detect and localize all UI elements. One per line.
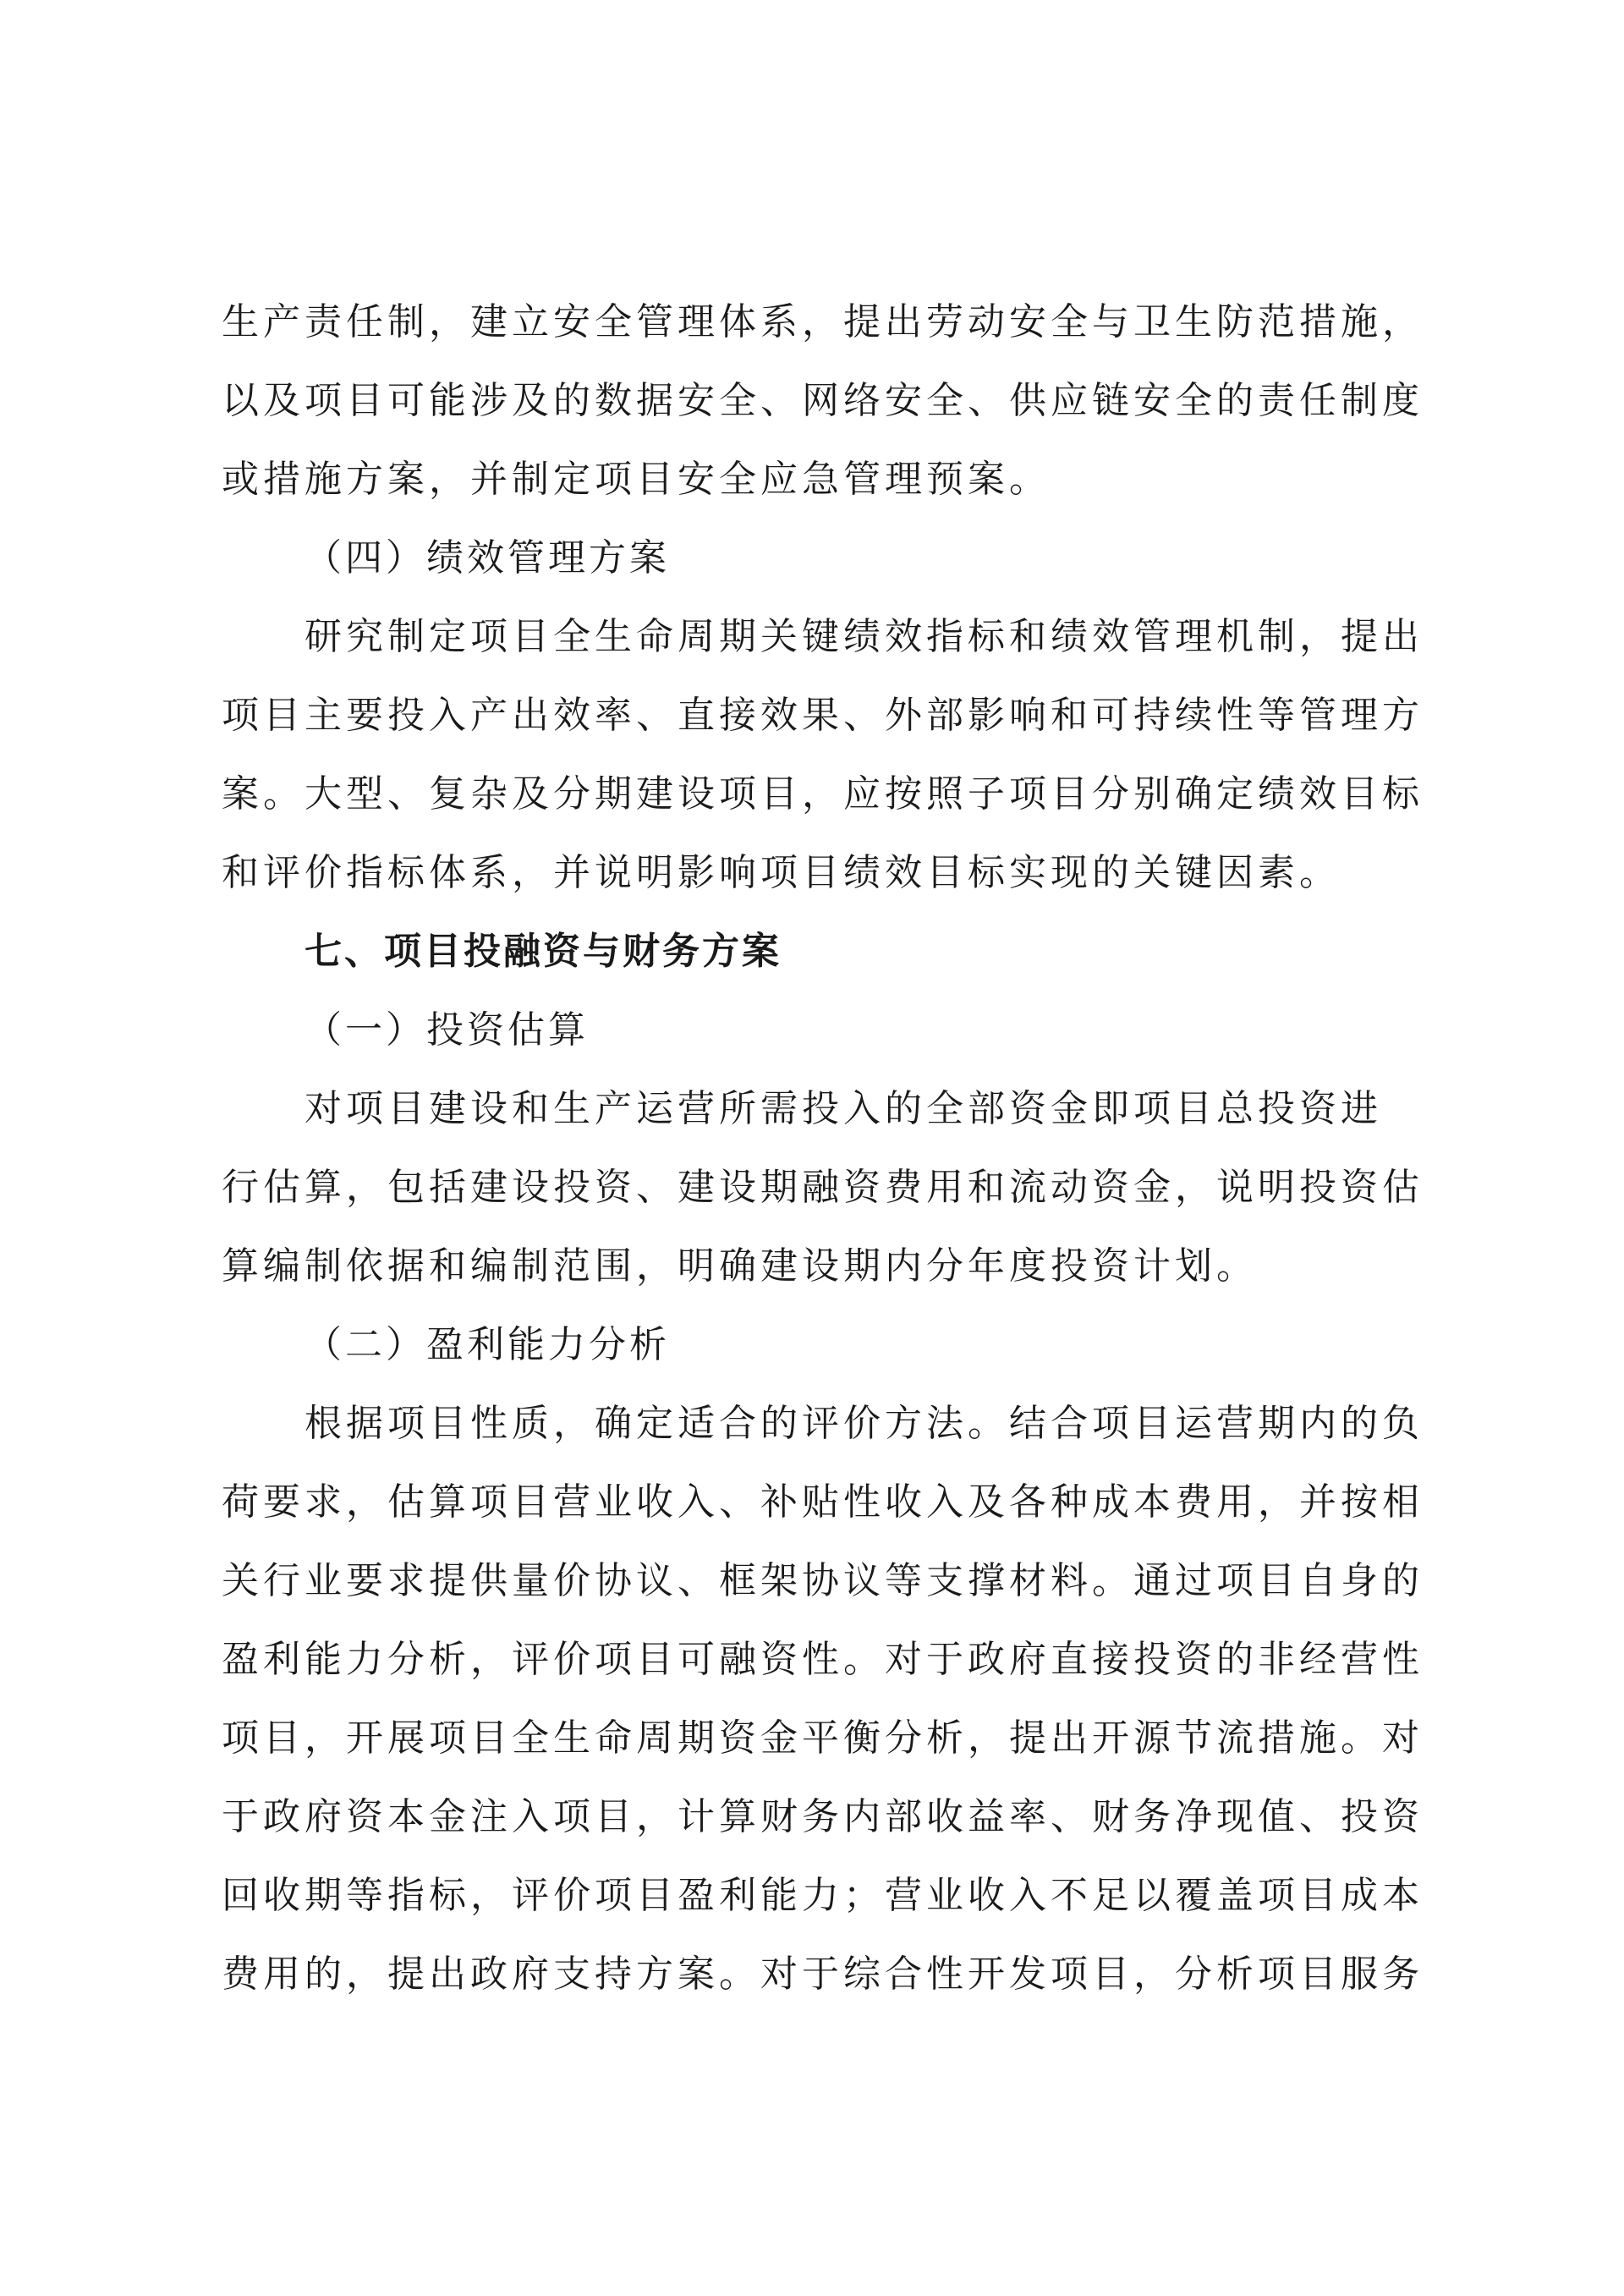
document-body <box>222 283 1423 2013</box>
paragraph-line: 关行业要求提供量价协议、框架协议等支撑材料。通过项目自身的 <box>222 1559 1424 1602</box>
paragraph-line: 项目，开展项目全生命周期资金平衡分析，提出开源节流措施。对 <box>222 1717 1424 1760</box>
section-heading: 七、项目投融资与财务方案 <box>304 930 782 973</box>
subsection-heading: （一）投资估算 <box>304 1008 589 1052</box>
paragraph-line: 算编制依据和编制范围，明确建设期内分年度投资计划。 <box>222 1244 1258 1288</box>
paragraph-line: 行估算，包括建设投资、建设期融资费用和流动资金，说明投资估 <box>222 1166 1424 1209</box>
paragraph-line: 对项目建设和生产运营所需投入的全部资金即项目总投资进 <box>304 1087 1382 1130</box>
paragraph-line: 和评价指标体系，并说明影响项目绩效目标实现的关键因素。 <box>222 851 1341 894</box>
paragraph-line: 以及项目可能涉及的数据安全、网络安全、供应链安全的责任制度 <box>222 379 1424 422</box>
paragraph-line: 生产责任制，建立安全管理体系，提出劳动安全与卫生防范措施， <box>222 300 1424 343</box>
paragraph-line: 项目主要投入产出效率、直接效果、外部影响和可持续性等管理方 <box>222 694 1424 737</box>
paragraph-line: 盈利能力分析，评价项目可融资性。对于政府直接投资的非经营性 <box>222 1638 1424 1681</box>
paragraph-line: 回收期等指标，评价项目盈利能力；营业收入不足以覆盖项目成本 <box>222 1874 1424 1917</box>
paragraph-line: 于政府资本金注入项目，计算财务内部收益率、财务净现值、投资 <box>222 1795 1424 1838</box>
paragraph-line: 案。大型、复杂及分期建设项目，应按照子项目分别确定绩效目标 <box>222 772 1424 816</box>
paragraph-line: 荷要求，估算项目营业收入、补贴性收入及各种成本费用，并按相 <box>222 1480 1424 1524</box>
subsection-heading: （二）盈利能力分析 <box>304 1323 670 1366</box>
paragraph-line: 根据项目性质，确定适合的评价方法。结合项目运营期内的负 <box>304 1402 1424 1445</box>
paragraph-line: 费用的，提出政府支持方案。对于综合性开发项目，分析项目服务 <box>222 1953 1424 1996</box>
paragraph-line: 研究制定项目全生命周期关键绩效指标和绩效管理机制，提出 <box>304 615 1424 658</box>
subsection-heading: （四）绩效管理方案 <box>304 536 670 579</box>
paragraph-line: 或措施方案，并制定项目安全应急管理预案。 <box>222 458 1051 501</box>
